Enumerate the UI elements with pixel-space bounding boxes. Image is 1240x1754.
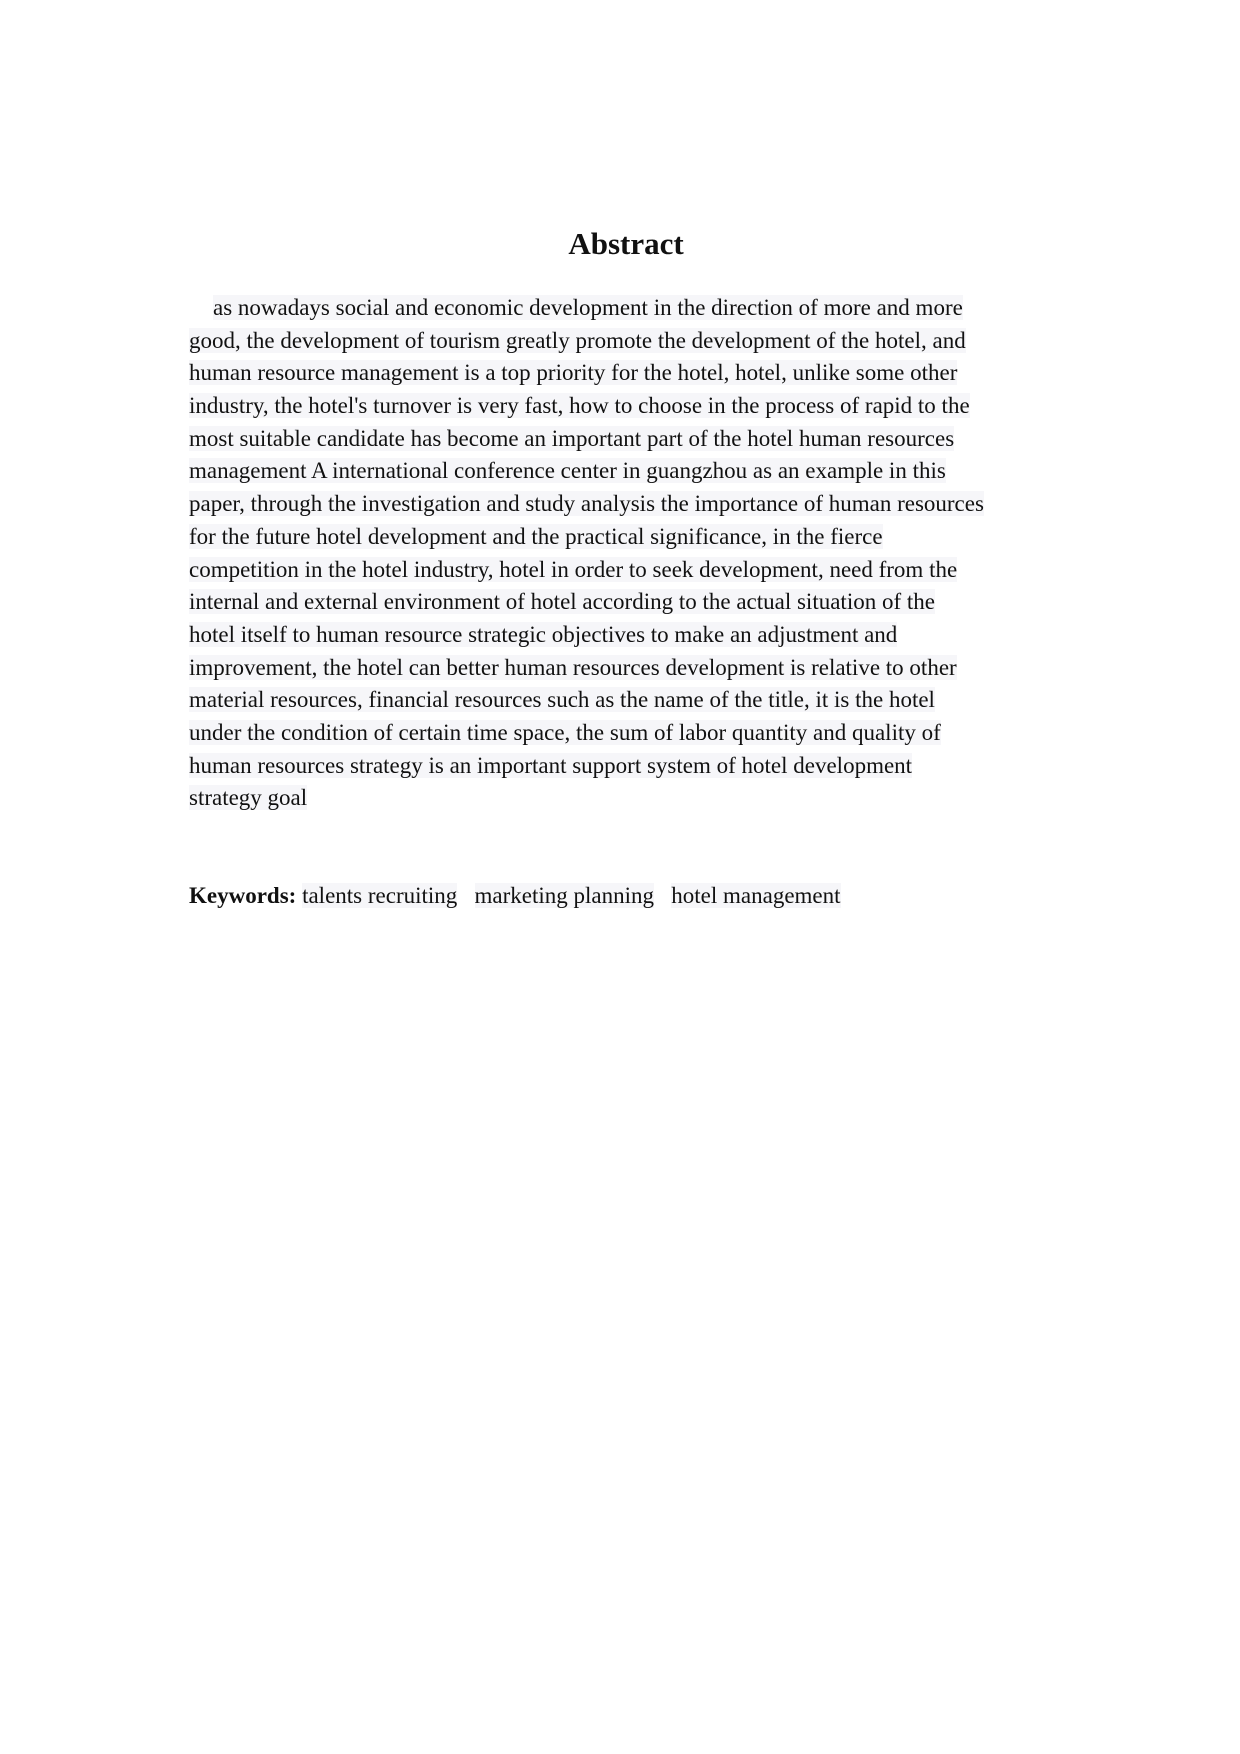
keyword: marketing planning [474, 883, 655, 908]
keywords-label: Keywords: [189, 883, 297, 908]
abstract-line: improvement, the hotel can better human resources development is relative to other [189, 654, 957, 680]
abstract-line: industry, the hotel's turnover is very fast, how to choose in the process of rapid to the [189, 393, 970, 419]
abstract-line: human resources strategy is an important support system of hotel development [189, 752, 913, 778]
abstract-line: human resource management is a top priority for the hotel, hotel, unlike some other [189, 360, 958, 386]
abstract-line: strategy goal [189, 785, 308, 811]
keywords [189, 880, 841, 912]
abstract-line: material resources, financial resources such as the name of the title, it is the hotel [189, 687, 935, 713]
abstract-line: hotel itself to human resource strategic objectives to make an adjustment and [189, 621, 898, 647]
abstract-line: paper, through the investigation and study analysis the importance of human resources [189, 491, 984, 517]
abstract-line: most suitable candidate has become an important part of the hotel human resources [189, 425, 955, 451]
abstract-line: as nowadays social and economic development in the direction of more and more [213, 295, 963, 320]
abstract-line: competition in the hotel industry, hotel in order to seek development, need from the [189, 556, 958, 582]
keyword: talents recruiting [302, 883, 458, 908]
abstract-body [189, 292, 1089, 815]
abstract-line: management A international conference center in guangzhou as an example in this [189, 458, 946, 484]
abstract-line: for the future hotel development and the practical significance, in the fierce [189, 523, 883, 549]
abstract-title: Abstract [568, 226, 684, 261]
abstract-line: good, the development of tourism greatly promote the development of the hotel, and [189, 327, 966, 353]
abstract-line: under the condition of certain time space, the sum of labor quantity and quality of [189, 719, 941, 745]
keyword: hotel management [671, 883, 841, 908]
abstract-line: internal and external environment of hotel according to the actual situation of the [189, 589, 935, 615]
